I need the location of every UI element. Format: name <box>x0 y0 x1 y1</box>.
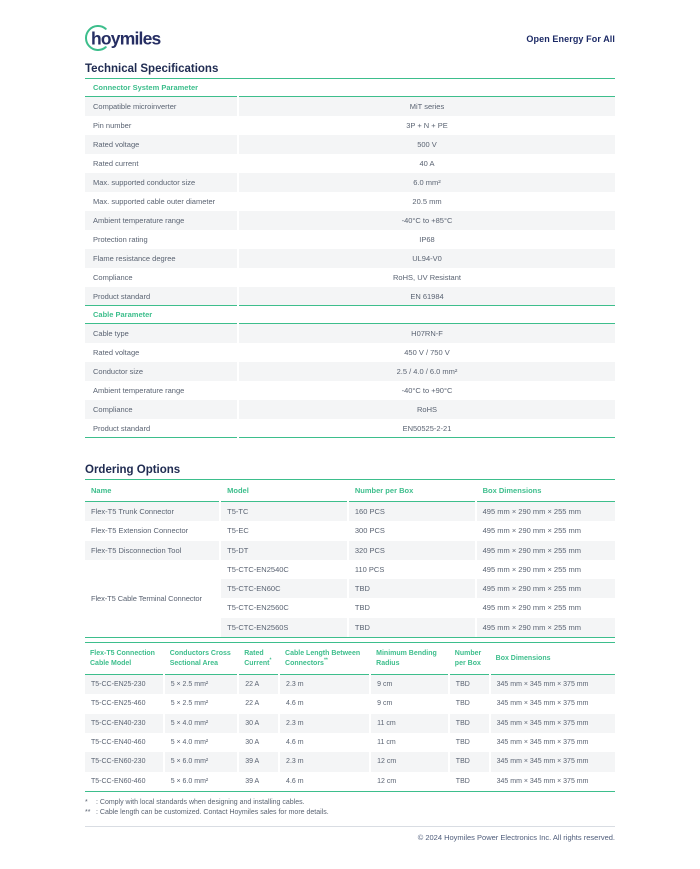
table-row <box>85 400 615 419</box>
spec-value: RoHS <box>239 400 615 419</box>
footnote <box>85 798 615 808</box>
footnote-text: : Comply with local standards when designing and installing cables. <box>96 798 305 806</box>
cell-number-per-box: 300 PCS <box>354 526 385 536</box>
spec-label: Compliance <box>93 273 133 282</box>
cell-box-dimensions: 495 mm × 290 mm × 255 mm <box>477 579 615 598</box>
cell-cable-length: 4.6 m <box>286 777 304 785</box>
spec-value: -40°C to +85°C <box>239 211 615 230</box>
spec-value: 2.5 / 4.0 / 6.0 mm² <box>239 362 615 381</box>
cell-cross-sectional-area: 5 × 2.5 mm² <box>170 700 209 708</box>
cell-model: T5-CTC-EN2560C <box>227 603 289 613</box>
logo-wordmark: hoymiles <box>91 28 161 49</box>
cell-number-per-box: TBD <box>455 700 470 708</box>
page-header <box>85 25 615 51</box>
cell-cable-model: T5-CC-EN25-230 <box>85 675 163 694</box>
table-row <box>85 268 615 287</box>
cell-box-dimensions: 345 mm × 345 mm × 375 mm <box>491 752 615 771</box>
footnote-marker: * <box>85 798 88 806</box>
spec-label: Max. supported cable outer diameter <box>93 197 216 206</box>
column-header: Box Dimensions <box>491 643 615 675</box>
column-header: Minimum Bending Radius <box>371 643 448 675</box>
cell-box-dimensions: 495 mm × 290 mm × 255 mm <box>482 603 582 613</box>
cell-number-per-box: 160 PCS <box>349 502 475 521</box>
column-header: Model <box>221 480 347 502</box>
table-row <box>85 419 615 438</box>
cell-number-per-box: TBD <box>349 618 475 637</box>
spec-label: Max. supported conductor size <box>85 173 237 192</box>
table-row <box>85 752 615 771</box>
footnote-text: : Cable length can be customized. Contact Hoymiles sales for more details. <box>96 808 329 816</box>
cell-number-per-box: TBD <box>354 603 370 613</box>
cell-cross-sectional-area: 5 × 2.5 mm² <box>165 675 238 694</box>
connector-system-parameter-table <box>85 79 615 306</box>
spec-label: Cable type <box>85 324 237 343</box>
footnote <box>85 808 615 818</box>
spec-label: Product standard <box>85 287 237 306</box>
cell-cable-model: T5-CC-EN25-460 <box>91 700 146 708</box>
cell-box-dimensions: 495 mm × 290 mm × 255 mm <box>477 541 615 560</box>
table-row <box>85 733 615 752</box>
spec-label: Pin number <box>93 121 132 130</box>
section-heading-row <box>85 79 615 97</box>
spec-label: Rated voltage <box>85 135 237 154</box>
spec-label: Ambient temperature range <box>93 386 185 395</box>
hoymiles-logo <box>85 25 181 56</box>
cell-cross-sectional-area: 5 × 4.0 mm² <box>165 714 238 733</box>
spec-value: 20.5 mm <box>412 197 442 206</box>
cell-model: T5-CTC-EN2560S <box>221 618 347 637</box>
connection-cables-table-wrap <box>85 642 615 792</box>
spec-label: Ambient temperature range <box>85 211 237 230</box>
cell-box-dimensions: 345 mm × 345 mm × 375 mm <box>491 675 615 694</box>
cell-cable-model: T5-CC-EN40-230 <box>85 714 163 733</box>
cell-box-dimensions: 345 mm × 345 mm × 375 mm <box>496 738 589 746</box>
table-row <box>85 714 615 733</box>
cell-model: T5-TC <box>221 502 347 521</box>
spec-value: MiT series <box>239 97 615 116</box>
cell-rated-current: 39 A <box>239 752 278 771</box>
table-row <box>85 249 615 268</box>
cell-cross-sectional-area: 5 × 6.0 mm² <box>170 777 209 785</box>
cell-bending-radius: 11 cm <box>371 714 448 733</box>
spec-value: 500 V <box>239 135 615 154</box>
table-row <box>85 381 615 400</box>
cell-cable-model: T5-CC-EN60-460 <box>91 777 146 785</box>
cell-number-per-box: TBD <box>450 752 489 771</box>
cell-cable-length: 4.6 m <box>286 738 304 746</box>
column-header: Cable Length Between Connectors** <box>280 643 369 675</box>
cell-number-per-box: TBD <box>450 714 489 733</box>
cell-number-per-box: 110 PCS <box>354 564 385 574</box>
cell-rated-current: 39 A <box>245 777 260 785</box>
cell-box-dimensions: 495 mm × 290 mm × 255 mm <box>477 502 615 521</box>
spec-label: Rated voltage <box>93 348 140 357</box>
cell-model: T5-EC <box>227 526 249 536</box>
column-header: Number per Box <box>349 480 475 502</box>
spec-value: RoHS, UV Resistant <box>393 273 461 282</box>
footnotes <box>85 798 615 818</box>
spec-label: Conductor size <box>85 362 237 381</box>
table-row <box>85 521 615 540</box>
table-row <box>85 362 615 381</box>
spec-label: Rated current <box>93 159 139 168</box>
cell-cross-sectional-area: 5 × 4.0 mm² <box>170 738 209 746</box>
spec-value: 6.0 mm² <box>239 173 615 192</box>
cell-name: Flex-T5 Trunk Connector <box>85 502 219 521</box>
cell-rated-current: 22 A <box>245 700 260 708</box>
cell-rated-current: 30 A <box>239 714 278 733</box>
table-row <box>85 772 615 791</box>
cell-bending-radius: 11 cm <box>377 738 396 746</box>
column-header: Name <box>85 480 219 502</box>
cell-box-dimensions: 495 mm × 290 mm × 255 mm <box>482 526 582 536</box>
cell-number-per-box: TBD <box>455 738 470 746</box>
cell-bending-radius: 9 cm <box>371 675 448 694</box>
spec-label: Compliance <box>85 400 237 419</box>
connection-cables-table <box>83 643 617 791</box>
cell-cable-length: 2.3 m <box>280 675 369 694</box>
table-row <box>85 560 615 579</box>
spec-value: 3P + N + PE <box>406 121 448 130</box>
cell-bending-radius: 9 cm <box>377 700 393 708</box>
table-row <box>85 287 615 306</box>
table-row <box>85 675 615 694</box>
cell-bending-radius: 12 cm <box>371 752 448 771</box>
cell-number-per-box: 320 PCS <box>349 541 475 560</box>
cell-name: Flex-T5 Disconnection Tool <box>85 541 219 560</box>
cell-cable-length: 2.3 m <box>280 752 369 771</box>
spec-value: -40°C to +90°C <box>401 386 453 395</box>
section-heading-row <box>85 306 615 324</box>
cell-box-dimensions: 345 mm × 345 mm × 375 mm <box>491 714 615 733</box>
cell-cable-model: T5-CC-EN60-230 <box>85 752 163 771</box>
table-row <box>85 97 615 116</box>
cell-model: T5-CTC-EN60C <box>221 579 347 598</box>
hoymiles-logo-graphic <box>85 25 181 51</box>
cell-name: Flex-T5 Extension Connector <box>91 526 189 536</box>
footnote-marker: ** <box>85 808 91 816</box>
cell-group-name: Flex-T5 Cable Terminal Connector <box>85 560 219 637</box>
table-row <box>85 154 615 173</box>
cell-bending-radius: 12 cm <box>377 777 397 785</box>
spec-label: Compatible microinverter <box>85 97 237 116</box>
cell-cable-length: 4.6 m <box>286 700 304 708</box>
spec-value: EN 61984 <box>239 287 615 306</box>
table-row <box>85 694 615 713</box>
table-row <box>85 343 615 362</box>
spec-value: H07RN-F <box>239 324 615 343</box>
table-row <box>85 230 615 249</box>
table-row <box>85 211 615 230</box>
table-row <box>85 502 615 521</box>
cell-number-per-box: TBD <box>455 777 470 785</box>
tech-specs-title: Technical Specifications <box>85 63 615 79</box>
spec-value: EN50525-2-21 <box>239 419 615 438</box>
column-header: Number per Box <box>450 643 489 675</box>
cell-cable-model: T5-CC-EN40-460 <box>91 738 146 746</box>
connectors-ordering-table <box>83 480 617 637</box>
section-heading: Connector System Parameter <box>85 79 237 97</box>
cell-box-dimensions: 495 mm × 290 mm × 255 mm <box>477 618 615 637</box>
cell-model: T5-DT <box>221 541 347 560</box>
spec-label: Flame resistance degree <box>85 249 237 268</box>
column-header: Flex-T5 Connection Cable Model <box>85 643 163 675</box>
table-row <box>85 541 615 560</box>
spec-label: Protection rating <box>93 235 148 244</box>
section-heading: Cable Parameter <box>85 306 237 324</box>
cell-cross-sectional-area: 5 × 6.0 mm² <box>165 752 238 771</box>
cell-model: T5-CTC-EN2540C <box>227 564 289 574</box>
column-header: Rated Current* <box>239 643 278 675</box>
table-row <box>85 135 615 154</box>
cell-rated-current: 22 A <box>239 675 278 694</box>
cell-box-dimensions: 345 mm × 345 mm × 375 mm <box>496 700 589 708</box>
cell-number-per-box: TBD <box>349 579 475 598</box>
footer-divider <box>85 826 615 827</box>
spec-value: UL94-V0 <box>239 249 615 268</box>
cable-parameter-table <box>85 306 615 438</box>
table-header-row <box>85 643 615 675</box>
cell-box-dimensions: 495 mm × 290 mm × 255 mm <box>482 564 582 574</box>
spec-label: Product standard <box>85 419 237 438</box>
table-row <box>85 192 615 211</box>
connectors-ordering-table-wrap <box>85 480 615 638</box>
copyright-text: © 2024 Hoymiles Power Electronics Inc. All rights reserved. <box>417 832 615 842</box>
column-header: Conductors Cross Sectional Area <box>165 643 238 675</box>
cell-rated-current: 30 A <box>245 738 260 746</box>
cell-cable-length: 2.3 m <box>280 714 369 733</box>
table-header-row <box>85 480 615 502</box>
table-row <box>85 116 615 135</box>
cell-number-per-box: TBD <box>450 675 489 694</box>
cell-box-dimensions: 345 mm × 345 mm × 375 mm <box>496 777 589 785</box>
table-row <box>85 324 615 343</box>
brand-slogan: Open Energy For All <box>526 34 615 44</box>
spec-value: IP68 <box>419 235 435 244</box>
table-row <box>85 173 615 192</box>
ordering-options-title: Ordering Options <box>85 464 615 480</box>
spec-value: 450 V / 750 V <box>404 348 450 357</box>
column-header: Box Dimensions <box>477 480 615 502</box>
spec-value: 40 A <box>419 159 435 168</box>
